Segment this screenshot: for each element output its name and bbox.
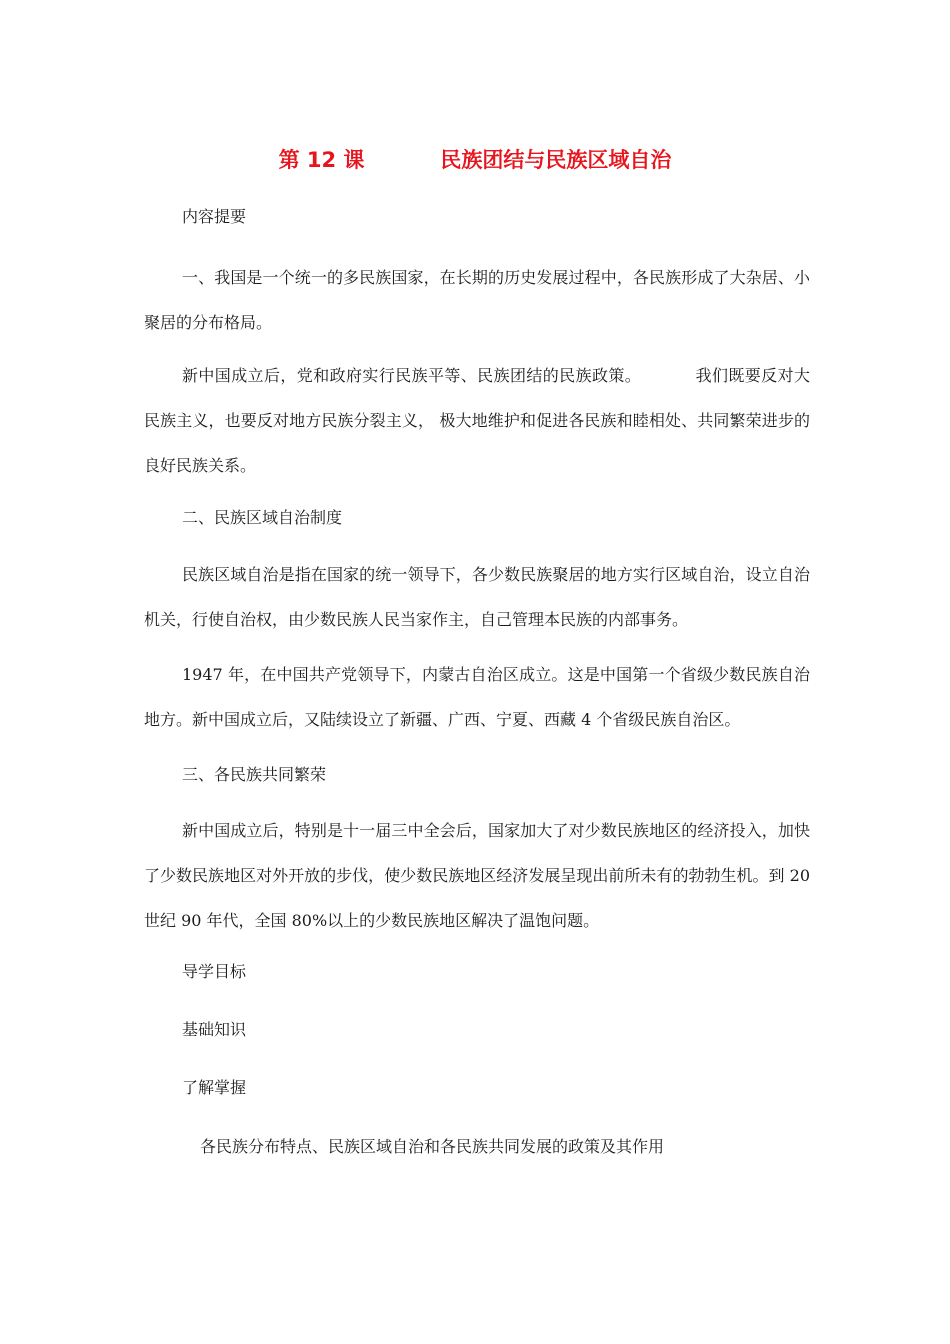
lesson-number: 第 12 课 bbox=[278, 148, 365, 172]
page-title bbox=[0, 146, 950, 174]
master-content: 各民族分布特点、民族区域自治和各民族共同发展的政策及其作用 bbox=[200, 1137, 665, 1156]
section2-heading: 二、民族区域自治制度 bbox=[182, 508, 343, 527]
section3-heading: 三、各民族共同繁荣 bbox=[182, 765, 327, 784]
lesson-title: 民族团结与民族区域自治 bbox=[440, 148, 672, 172]
section2-paragraph2: 1947 年，在中国共产党领导下，内蒙古自治区成立。这是中国第一个省级少数民族自治地方。新中国成立后，又陆续设立了新疆、广西、宁夏、西藏 4 个省级民族自治区。 bbox=[144, 665, 810, 729]
section1-paragraph2-part1: 新中国成立后，党和政府实行民族平等、民族团结的民族政策。 bbox=[182, 366, 642, 385]
section1-paragraph1: 一、我国是一个统一的多民族国家，在长期的历史发展过程中，各民族形成了大杂居、小聚居的分布格局。 bbox=[144, 268, 810, 332]
heading-goals: 导学目标 bbox=[182, 962, 247, 981]
section3-paragraph1: 新中国成立后，特别是十一届三中全会后，国家加大了对少数民族地区的经济投入，加快了少数民族地区对外开放的步伐，使少数民族地区经济发展呈现出前所未有的勃勃生机。到 20 世纪 90 年代，全国 80%以上的少数民族地区解决了温饱问题。 bbox=[144, 821, 810, 930]
section1-paragraph2-part2: 我们既要反对大民族主义，也要反对地方民族分裂主义， 极大地维护和促进各民族和睦相处、共同繁荣进步的良好民族关系。 bbox=[144, 366, 810, 475]
heading-summary: 内容提要 bbox=[182, 207, 247, 226]
heading-basic-knowledge: 基础知识 bbox=[182, 1020, 247, 1039]
section1-paragraph2 bbox=[144, 353, 810, 488]
heading-understand-master: 了解掌握 bbox=[182, 1078, 247, 1097]
section2-paragraph1: 民族区域自治是指在国家的统一领导下，各少数民族聚居的地方实行区域自治，设立自治机关，行使自治权，由少数民族人民当家作主，自己管理本民族的内部事务。 bbox=[144, 565, 810, 629]
